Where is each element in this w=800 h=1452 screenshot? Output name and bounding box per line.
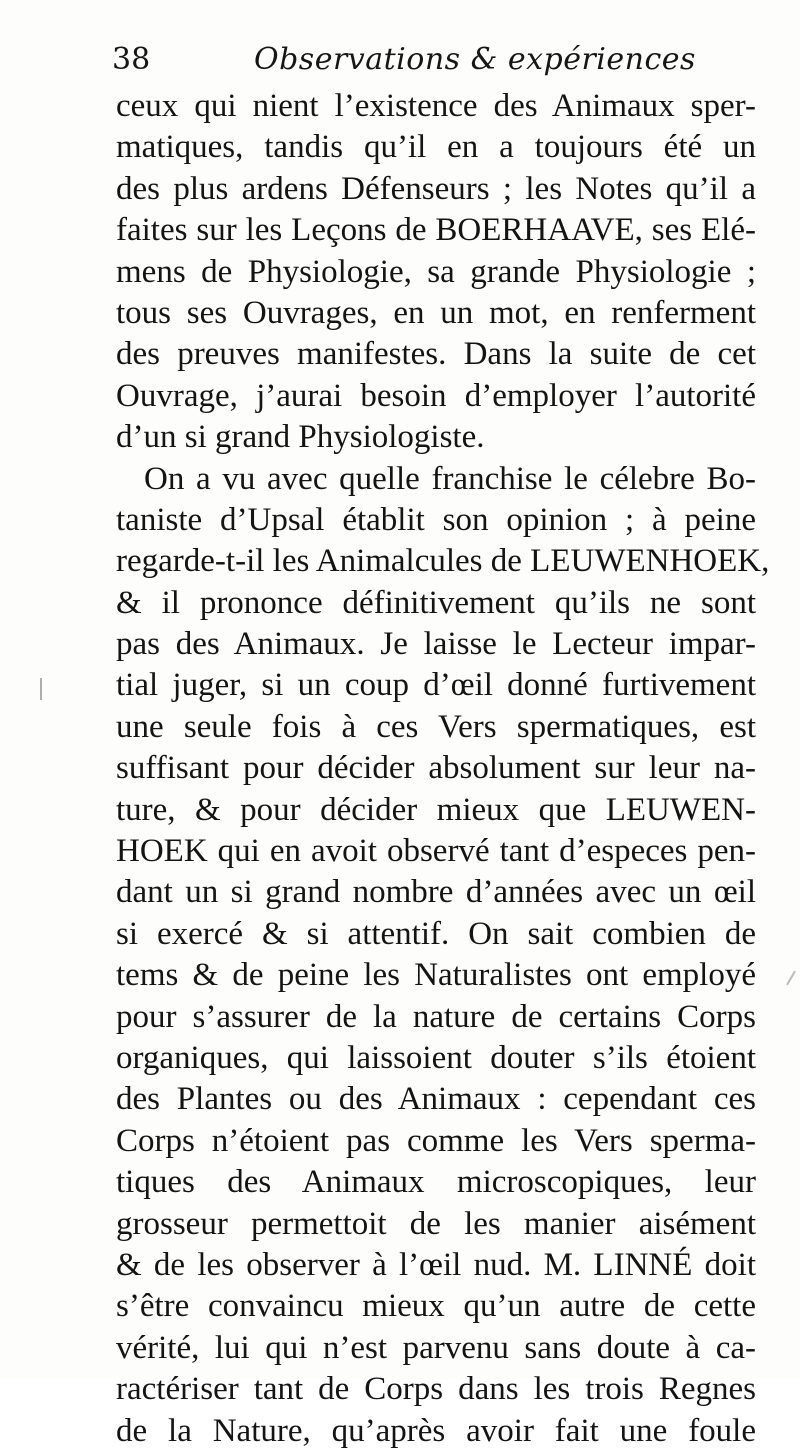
text-line: & il prononce définitivement qu’ils ne sont	[116, 584, 756, 621]
text-line: suffisant pour décider absolument sur leur na-	[116, 750, 756, 787]
text-line: des Plantes ou des Animaux : cependant ces	[116, 1081, 756, 1118]
text-line: s’être convaincu mieux qu’un autre de cette	[116, 1288, 756, 1325]
text-line: taniste d’Upsal établit son opinion ; à peine	[116, 501, 756, 538]
text-line: ractériser tant de Corps dans les trois Regnes	[116, 1371, 756, 1408]
text-line: regarde-t-il les Animalcules de LEUWENHOEK,	[116, 543, 770, 580]
text-line: matiques, tandis qu’il en a toujours été un	[116, 129, 756, 166]
text-line: On a vu avec quelle franchise le célebre Bo-	[144, 460, 756, 497]
text-line: de la Nature, qu’après avoir fait une foule	[116, 1412, 756, 1449]
body-text	[116, 86, 770, 1452]
text-line: tial juger, si un coup d’œil donné furtivement	[116, 667, 756, 704]
text-line: HOEK qui en avoit observé tant d’especes pen-	[116, 833, 756, 870]
text-line: tems & de peine les Naturalistes ont employé	[116, 957, 756, 994]
text-line: pour s’assurer de la nature de certains Corps	[116, 998, 756, 1035]
text-line: Ouvrage, j’aurai besoin d’employer l’autorité	[116, 377, 756, 414]
text-line: pas des Animaux. Je laisse le Lecteur impar-	[116, 626, 756, 663]
text-line: si exercé & si attentif. On sait combien de	[116, 915, 756, 952]
text-line: dant un si grand nombre d’années avec un œil	[116, 874, 756, 911]
text-line: ceux qui nient l’existence des Animaux sper-	[116, 88, 756, 124]
text-line: des plus ardens Défenseurs ; les Notes qu’il a	[116, 170, 756, 207]
text-line: tiques des Animaux microscopiques, leur	[116, 1164, 756, 1201]
text-line: ture, & pour décider mieux que LEUWEN-	[116, 791, 756, 828]
text-line: grosseur permettoit de les manier aisément	[116, 1205, 756, 1242]
margin-mark	[786, 971, 796, 986]
text-line: tous ses Ouvrages, en un mot, en renferment	[116, 294, 756, 331]
margin-mark	[40, 678, 42, 700]
text-line: & de les observer à l’œil nud. M. LINNÉ doit	[116, 1246, 756, 1283]
text-line: vérité, lui qui n’est parvenu sans doute à ca-	[116, 1329, 756, 1366]
page-number: 38	[112, 42, 151, 77]
page-header	[112, 36, 752, 86]
text-line: organiques, qui laissoient douter s’ils étoient	[116, 1039, 756, 1076]
text-line: faites sur les Leçons de BOERHAAVE, ses Elé-	[116, 212, 756, 249]
running-title: Observations & expériences	[254, 42, 696, 77]
text-line: mens de Physiologie, sa grande Physiologie ;	[116, 253, 756, 290]
text-line: d’un si grand Physiologiste.	[116, 419, 485, 456]
text-line: Corps n’étoient pas comme les Vers sperma-	[116, 1122, 756, 1159]
text-line: une seule fois à ces Vers spermatiques, est	[116, 708, 756, 745]
text-line: des preuves manifestes. Dans la suite de cet	[116, 336, 756, 373]
